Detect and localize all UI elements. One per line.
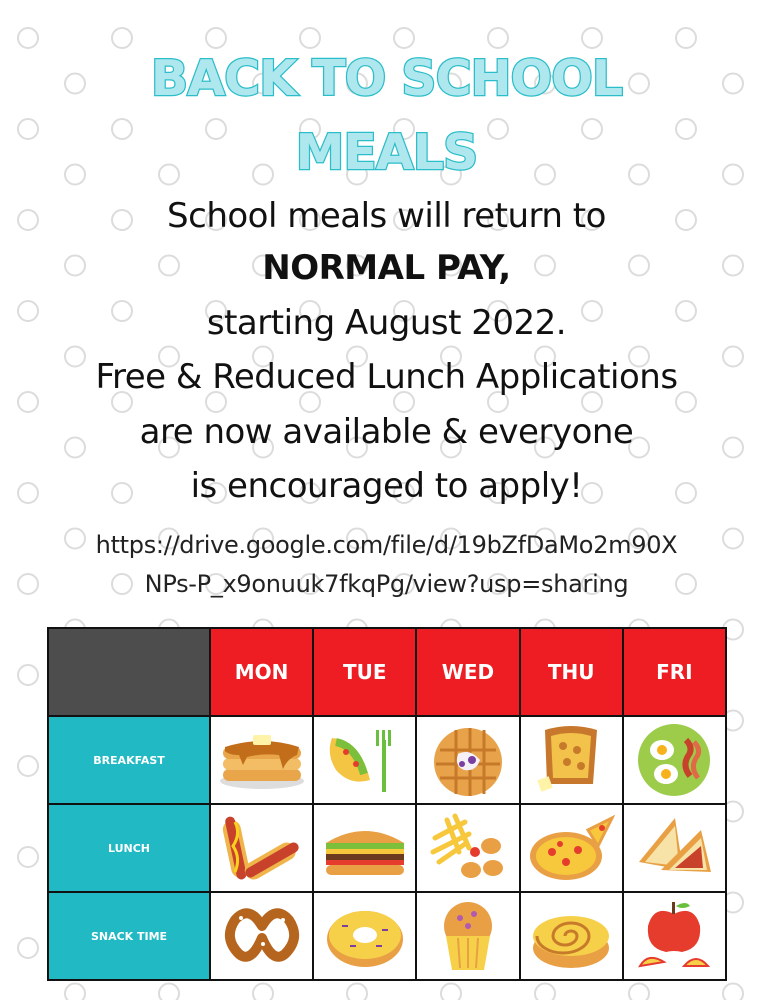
muffin-icon	[416, 892, 519, 980]
background-dot	[18, 28, 38, 48]
background-dot	[18, 938, 38, 958]
grid-corner	[48, 628, 210, 716]
message-line-3: starting August 2022.	[206, 303, 567, 343]
day-header-wed: WED	[416, 628, 519, 716]
sandwich-icon	[313, 804, 416, 892]
fries-nuggets-icon	[416, 804, 519, 892]
background-dot	[629, 984, 649, 1000]
meal-label-lunch: LUNCH	[48, 804, 210, 892]
background-dot	[18, 847, 38, 867]
eggs-bacon-icon	[623, 716, 726, 804]
meal-label-snack-time: SNACK TIME	[48, 892, 210, 980]
background-dot	[723, 984, 743, 1000]
pancakes-icon	[210, 716, 313, 804]
background-dot	[253, 984, 273, 1000]
background-dot	[676, 28, 696, 48]
background-dot	[441, 984, 461, 1000]
background-dot	[300, 28, 320, 48]
day-header-mon: MON	[210, 628, 313, 716]
message-line-4: Free & Reduced Lunch Applications	[95, 357, 678, 397]
background-dot	[394, 28, 414, 48]
title-line-1: BACK TO SCHOOL	[150, 50, 623, 107]
background-dot	[206, 28, 226, 48]
background-dot	[676, 392, 696, 412]
apple-icon	[623, 892, 726, 980]
message-line-1: School meals will return to	[167, 196, 606, 236]
cinnamon-roll-icon	[520, 892, 623, 980]
background-dot	[112, 28, 132, 48]
background-dot	[582, 28, 602, 48]
title-line-2: MEALS	[295, 124, 478, 181]
day-header-thu: THU	[520, 628, 623, 716]
application-link-line-2[interactable]: NPs-P_x9onuuk7fkqPg/view?usp=sharing	[144, 570, 629, 598]
application-link-line-1[interactable]: https://drive.google.com/file/d/19bZfDaMo2m90X	[95, 531, 678, 559]
pretzel-icon	[210, 892, 313, 980]
waffle-icon	[416, 716, 519, 804]
donut-icon	[313, 892, 416, 980]
background-dot	[535, 984, 555, 1000]
background-dot	[18, 665, 38, 685]
background-dot	[18, 756, 38, 776]
french-toast-icon	[520, 716, 623, 804]
hotdog-icon	[210, 804, 313, 892]
day-header-tue: TUE	[313, 628, 416, 716]
pizza-icon	[520, 804, 623, 892]
message-line-2: NORMAL PAY,	[262, 248, 511, 288]
background-dot	[347, 984, 367, 1000]
background-dot	[65, 984, 85, 1000]
background-dot	[488, 28, 508, 48]
background-dot	[18, 392, 38, 412]
weekly-menu-grid	[47, 627, 727, 981]
message-line-6: is encouraged to apply!	[190, 466, 583, 506]
meal-label-breakfast: BREAKFAST	[48, 716, 210, 804]
background-dot	[159, 984, 179, 1000]
taco-icon	[313, 716, 416, 804]
day-header-fri: FRI	[623, 628, 726, 716]
message-line-5: are now available & everyone	[139, 412, 634, 452]
grilled-cheese-icon	[623, 804, 726, 892]
